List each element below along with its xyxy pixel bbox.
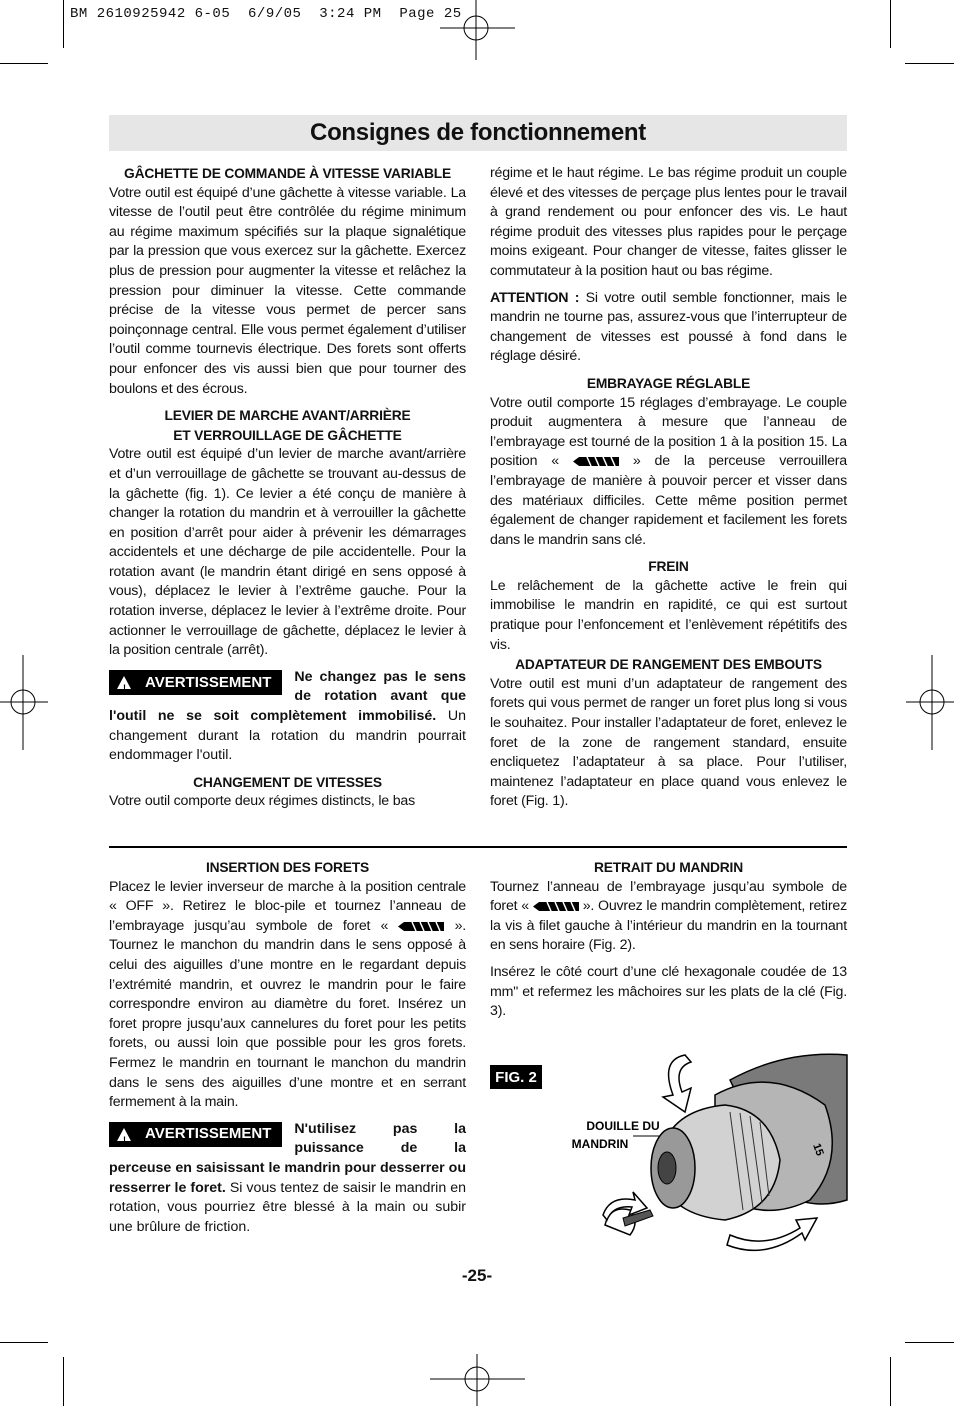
- crop-mark: [905, 1342, 954, 1343]
- paragraph: Placez le levier inverseur de marche à la position centrale « OFF ». Retirez le bloc-pile et tournez l’anneau de l’embrayage jusqu’au symbole de foret « ». Tournez le manchon du mandrin dans le sens opposé à celui des aiguilles d’une montre en le regardant depuis l’extrémité mandrin, et ouvrez le mandrin pour le faire correspondre environ au diamètre du foret. Insérez un foret propre jusqu’aux cannelures du foret pour les petits forets, ou aussi loin que possible pour les gros forets. Fermez le mandrin en tournant le manchon du mandrin dans le sens des aiguilles d’une montre et en serrant fermement à la main.: [109, 878, 467, 1111]
- crop-mark: [0, 63, 48, 64]
- section-heading: RETRAIT DU MANDRIN: [594, 860, 743, 875]
- warning-text: Si vous tentez de saisir le mandrin en rotation, vous pourriez être blessé à la main ou subir une brûlure de friction.: [109, 1179, 466, 1235]
- section-heading: CHANGEMENT DE VITESSES: [193, 774, 382, 790]
- crop-mark: [905, 63, 954, 64]
- page-number: -25-: [461, 1266, 493, 1285]
- crop-mark: [63, 1357, 64, 1406]
- paragraph: Votre outil comporte 15 réglages d’embrayage. Le couple produit augmentera à mesure que l’anneau de l’embrayage est tourné de la position 1 à la position 15. La position « » de la perceuse verrouillera l’embrayage de manière à pouvoir percer et visser dans des matériaux difficiles. Cette même position permet également de changer rapidement et facilement les forets dans le mandrin sans clé.: [490, 394, 847, 548]
- left-column: [109, 164, 466, 812]
- warning-badge: ! AVERTISSEMENT: [109, 670, 282, 695]
- crop-mark: [890, 1357, 891, 1406]
- section-heading: EMBRAYAGE RÉGLABLE: [586, 375, 751, 391]
- registration-mark-left: [0, 655, 50, 755]
- figure-2-illustration: [555, 1050, 850, 1272]
- warning-block: [109, 668, 466, 766]
- section-heading: ADAPTATEUR DE RANGEMENT DES EMBOUTS: [515, 657, 822, 673]
- page-title: Consignes de fonctionnement: [310, 119, 646, 146]
- section-heading: GÂCHETTE DE COMMANDE À VITESSE VARIABLE: [124, 166, 451, 181]
- section-heading: ET VERROUILLAGE DE GÂCHETTE: [173, 427, 402, 443]
- screw-icon: [603, 1192, 653, 1235]
- title-bar: [109, 115, 847, 151]
- drill-bit-symbol-icon: [398, 922, 444, 931]
- section-heading: INSERTION DES FORETS: [205, 860, 370, 875]
- registration-mark-bottom: [430, 1346, 530, 1406]
- crop-mark: [63, 0, 64, 48]
- warning-bold-text: Ne changez pas le sens de rotation avant que l'outil ne se soit complètement immobilisé.: [109, 668, 466, 725]
- warning-icon: !: [117, 676, 131, 689]
- bottom-right-column: [490, 858, 847, 1022]
- clutch-mark-15: 15: [810, 1141, 826, 1158]
- paragraph: Votre outil est muni d’un adaptateur de rangement des forets qui vous permet de ranger un foret plus long si vous le souhaitez. Pour installer l’adaptateur de foret, enlevez le foret de la zone de rangement standard, ensuite encliquetez l’adaptateur à sa place. Pour l’utiliser, maintenez l’adaptateur en place quand vous enlevez le foret (Fig. 1).: [490, 675, 847, 810]
- warning-icon: !: [117, 1128, 131, 1141]
- drill-bit-symbol-icon: [573, 457, 619, 466]
- warning-text: Un changement durant la rotation du mandrin pourrait endommager l'outil.: [109, 708, 467, 764]
- section-heading: LEVIER DE MARCHE AVANT/ARRIÈRE: [164, 408, 411, 424]
- bottom-left-column: [109, 858, 466, 1237]
- crop-mark: [0, 1342, 48, 1343]
- right-column: [490, 164, 847, 812]
- crop-mark: [890, 0, 891, 48]
- section-heading: FREIN: [648, 559, 689, 575]
- warning-block: [109, 1120, 466, 1238]
- print-header: BM 2610925942 6-05 6/9/05 3:24 PM Page 25: [70, 6, 462, 22]
- attention-paragraph: ATTENTION : Si votre outil semble fonctionner, mais le mandrin ne tourne pas, assurez-vous que l’interrupteur de changement de vitesses est poussé à fond dans le réglage désiré.: [490, 289, 847, 365]
- warning-badge: ! AVERTISSEMENT: [109, 1122, 282, 1147]
- registration-mark-right: [904, 655, 954, 755]
- rotation-arrow-top-icon: [663, 1055, 691, 1112]
- paragraph: régime et le haut régime. Le bas régime produit un couple élevé et des vitesses de perçage plus lentes pour le travail à grand rendement ou pour enfoncer des vis. Le haut régime produit des vitesses plus rapides pour le perçage moins exigeant. Pour changer de vitesse, faites glisser le commutateur à la position haut ou bas régime.: [490, 165, 847, 279]
- callout-label-line2: MANDRIN: [571, 1137, 629, 1151]
- rotation-arrow-bottom-icon: [727, 1218, 817, 1250]
- figure-label: FIG. 2: [490, 1065, 542, 1089]
- paragraph: Tournez l’anneau de l’embrayage jusqu’au symbole de foret « ». Ouvrez le mandrin complètement, retirez la vis à filet gauche à l’intérieur du mandrin en la tournant en sens horaire (Fig. 2).: [490, 878, 847, 954]
- callout-label-line1: DOUILLE DU: [586, 1119, 660, 1133]
- section-divider: [109, 846, 847, 848]
- paragraph: Le relâchement de la gâchette active le frein qui immobilise le mandrin en rapidité, ce qui est surtout pratique pour l’enfoncement et l’enlèvement répétitifs des vis.: [490, 577, 847, 653]
- paragraph: Insérez le côté court d’une clé hexagonale coudée de 13 mm" et refermez les mâchoires sur les plats de la clé (Fig. 3).: [490, 963, 847, 1020]
- chuck-jaws: [658, 1152, 676, 1184]
- drill-bit-symbol-icon: [533, 902, 579, 911]
- paragraph: Votre outil est équipé d’une gâchette à vitesse variable. La vitesse de l’outil peut être contrôlée du régime minimum au régime maximum spécifiés sur la plaque signalétique par la pression que vous exercez sur la gâchette. Exercez plus de pression pour augmenter la vitesse et relâchez la pression pour diminuer la vitesse. Cette commande précise de la vitesse vous permet de percer sans poinçonnage central. Elle vous permet également d’utiliser l’outil comme tournevis électrique. Des forets sont offerts pour enfoncer des vis aussi bien que pour tourner des boulons et des écrous.: [109, 184, 466, 397]
- paragraph: Votre outil est équipé d’un levier de marche avant/arrière et d’un verrouillage de gâchette se trouvant au-dessus de la gâchette (fig. 1). Ce levier a été conçu de manière à changer la rotation du mandrin et à verrouiller la gâchette en position d’arrêt pour aider à prévenir les démarrages accidentels et une décharge de pile accidentelle. Pour la rotation avant (le mandrin étant dirigé en sens opposé à vous), déplacez le levier à l’extrême gauche. Pour la rotation inverse, déplacez le levier à l’extrême droite. Pour actionner le verrouillage de gâchette, déplacez le levier à la position centrale (arrêt).: [109, 446, 466, 659]
- warning-bold-text: N'utilisez pas la puissance de la perceuse en saisissant le mandrin pour desserrer ou resserrer le foret.: [109, 1120, 466, 1196]
- paragraph: Votre outil comporte deux régimes distincts, le bas: [109, 793, 416, 810]
